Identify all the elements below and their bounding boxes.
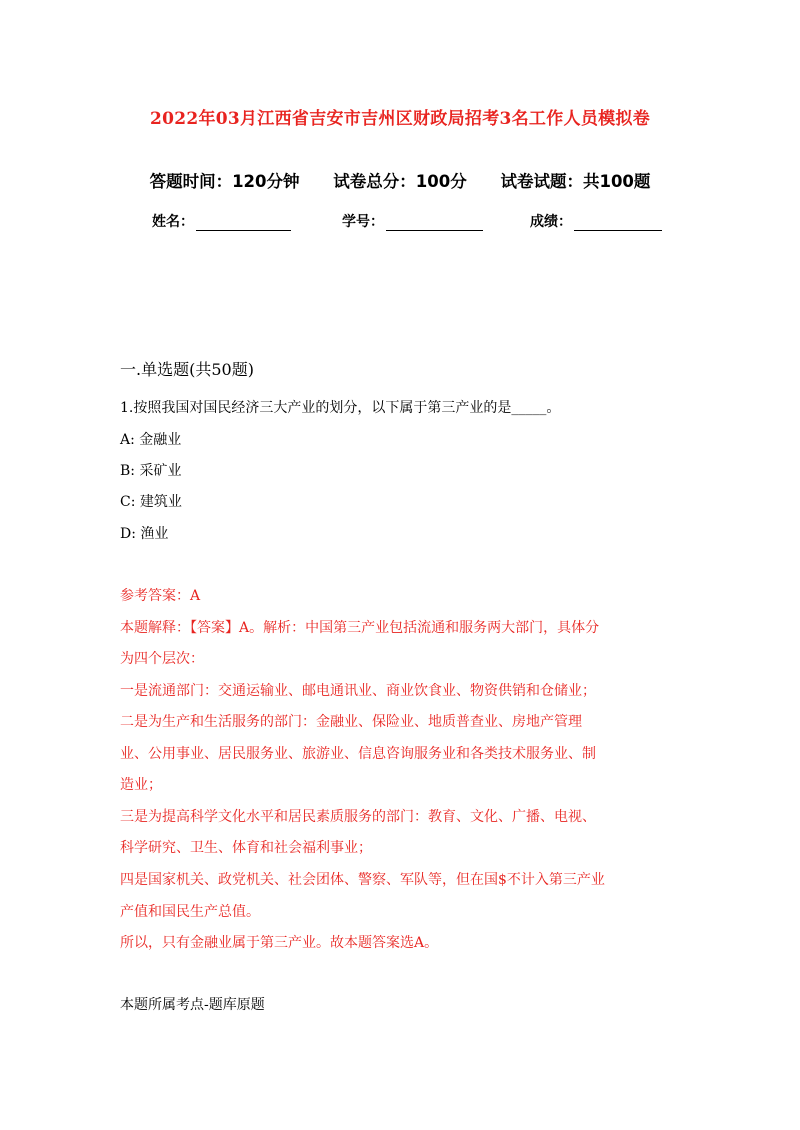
explanation-line: 为四个层次： xyxy=(120,651,204,667)
option-b: B: 采矿业 xyxy=(120,463,182,479)
grade-blank[interactable] xyxy=(574,214,662,231)
count-info: 试卷试题：共100题 xyxy=(500,172,651,191)
explanation-line: 三是为提高科学文化水平和居民素质服务的部门：教育、文化、广播、电视、 xyxy=(120,809,596,825)
id-blank[interactable] xyxy=(386,214,483,231)
explanation-line: 造业； xyxy=(120,777,162,793)
exam-meta xyxy=(0,168,800,192)
score-info: 试卷总分：100分 xyxy=(333,172,467,191)
id-label: 学号： xyxy=(342,214,384,230)
name-label: 姓名： xyxy=(152,214,194,230)
explanation-line: 四是国家机关、政党机关、社会团体、警察、军队等，但在国$不计入第三产业 xyxy=(120,872,605,888)
grade-label: 成绩： xyxy=(530,214,572,230)
name-field xyxy=(152,211,291,231)
reference-answer: 参考答案：A xyxy=(120,588,201,604)
explanation-line: 产值和国民生产总值。 xyxy=(120,904,260,920)
grade-field xyxy=(530,211,662,231)
explanation-line: 所以，只有金融业属于第三产业。故本题答案选A。 xyxy=(120,935,439,951)
explanation-line: 科学研究、卫生、体育和社会福利事业； xyxy=(120,840,372,856)
question-source: 本题所属考点-题库原题 xyxy=(120,997,265,1013)
option-c: C: 建筑业 xyxy=(120,494,182,510)
explanation-line: 二是为生产和生活服务的部门：金融业、保险业、地质普查业、房地产管理 xyxy=(120,714,582,730)
section-title: 一.单选题(共50题) xyxy=(120,360,254,379)
option-d: D: 渔业 xyxy=(120,526,169,542)
explanation-line: 本题解释：【答案】A。解析：中国第三产业包括流通和服务两大部门，具体分 xyxy=(120,620,600,636)
exam-title: 2022年03月江西省吉安市吉州区财政局招考3名工作人员模拟卷 xyxy=(149,109,651,129)
explanation-line: 业、公用事业、居民服务业、旅游业、信息咨询服务业和各类技术服务业、制 xyxy=(120,746,596,762)
explanation-line: 一是流通部门：交通运输业、邮电通讯业、商业饮食业、物资供销和仓储业； xyxy=(120,683,596,699)
option-a: A: 金融业 xyxy=(120,432,182,448)
question-text: 1.按照我国对国民经济三大产业的划分，以下属于第三产业的是_____。 xyxy=(120,400,561,416)
name-blank[interactable] xyxy=(196,214,291,231)
time-info: 答题时间：120分钟 xyxy=(149,172,300,191)
id-field xyxy=(342,211,483,231)
